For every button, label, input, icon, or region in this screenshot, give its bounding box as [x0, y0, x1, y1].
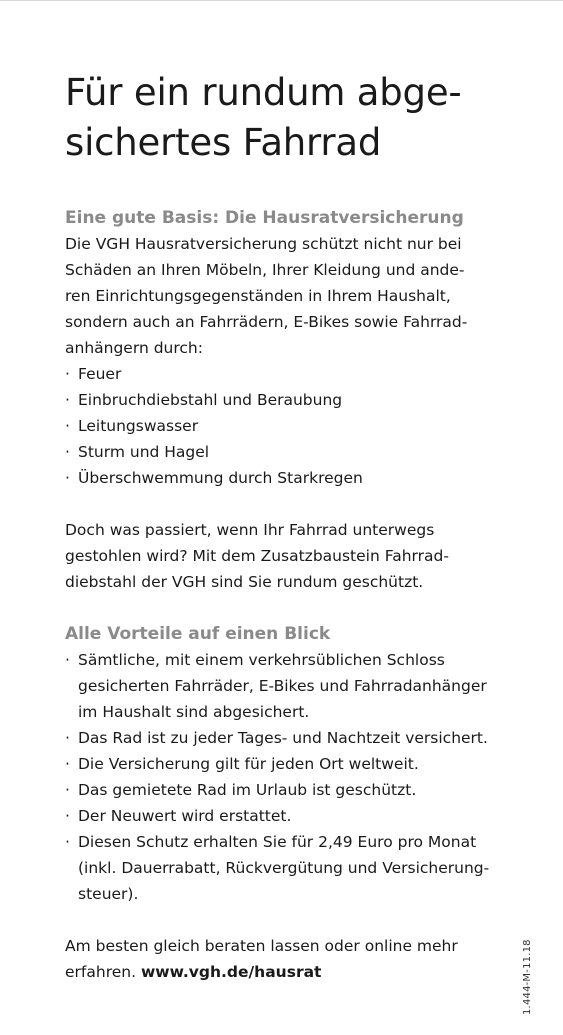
risk-list	[65, 361, 515, 491]
cta-line	[65, 959, 515, 985]
followup-line: diebstahl der VGH sind Sie rundum geschützt.	[65, 573, 424, 591]
benefits-list	[65, 647, 515, 907]
list-item: · Das gemietete Rad im Urlaub ist geschützt.	[65, 777, 515, 803]
list-item: · Die Versicherung gilt für jeden Ort weltweit.	[65, 751, 515, 777]
cta-paragraph	[65, 933, 515, 985]
followup-line: gestohlen wird? Mit dem Zusatzbaustein Fahrrad-	[65, 547, 449, 565]
list-item: · Überschwemmung durch Starkregen	[65, 465, 515, 491]
list-item: · Diesen Schutz erhalten Sie für 2,49 Euro pro Monat (inkl. Dauerrabatt, Rückvergütung und Versicherung- steuer).	[65, 829, 515, 907]
intro-line: anhängern durch:	[65, 339, 203, 357]
list-item: · Feuer	[65, 361, 515, 387]
intro-line: Schäden an Ihren Möbeln, Ihrer Kleidung und ande-	[65, 261, 465, 279]
list-item: · Leitungswasser	[65, 413, 515, 439]
top-divider	[0, 0, 563, 1]
cta-prefix: erfahren.	[65, 963, 141, 981]
website-link[interactable]: www.vgh.de/hausrat	[140, 963, 322, 981]
title-line-1: Für ein rundum abge-	[65, 71, 462, 114]
section-heading-benefits: Alle Vorteile auf einen Blick	[65, 624, 331, 644]
intro-line: Die VGH Hausratversicherung schützt nicht nur bei	[65, 235, 462, 253]
page-title	[65, 68, 515, 168]
flyer-content	[65, 68, 515, 985]
cta-line: Am besten gleich beraten lassen oder online mehr	[65, 937, 458, 955]
title-line-2: sichertes Fahrrad	[65, 121, 382, 164]
section-heading-basis: Eine gute Basis: Die Hausratversicherung	[65, 208, 464, 228]
followup-line: Doch was passiert, wenn Ihr Fahrrad unterwegs	[65, 521, 435, 539]
spacer	[65, 491, 515, 517]
document-code: 1.444-M-11.18	[522, 939, 533, 1015]
list-item: · Einbruchdiebstahl und Beraubung	[65, 387, 515, 413]
list-item: · Sämtliche, mit einem verkehrsüblichen Schloss gesicherten Fahrräder, E-Bikes und Fahrradanhänger im Haushalt sind abgesichert.	[65, 647, 515, 725]
followup-paragraph	[65, 517, 515, 595]
intro-line: ren Einrichtungsgegenständen in Ihrem Haushalt,	[65, 287, 451, 305]
spacer	[65, 907, 515, 933]
list-item: · Das Rad ist zu jeder Tages- und Nachtzeit versichert.	[65, 725, 515, 751]
list-item: · Sturm und Hagel	[65, 439, 515, 465]
intro-paragraph	[65, 231, 515, 361]
intro-line: sondern auch an Fahrrädern, E-Bikes sowie Fahrrad-	[65, 313, 468, 331]
list-item: · Der Neuwert wird erstattet.	[65, 803, 515, 829]
